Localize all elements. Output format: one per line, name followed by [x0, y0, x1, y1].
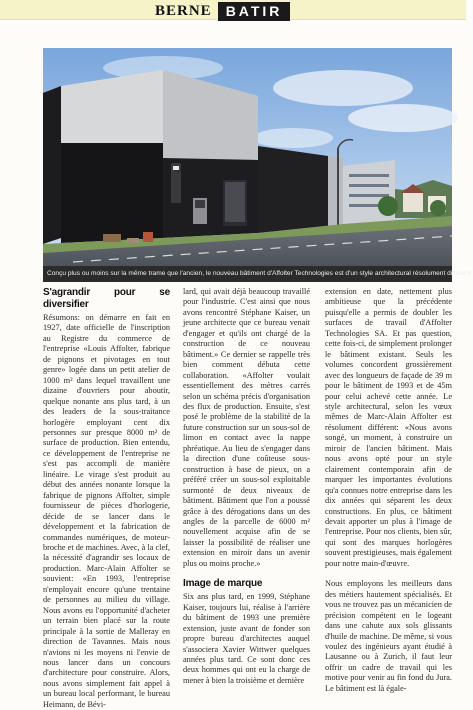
article-paragraph: Six ans plus tard, en 1999, Stéphane Kaiser, toujours lui, réalise à l'arrière du bâtiment de 1993 une première extension, juste avant de fonder son propre bureau d'architectes auquel s'associera Xavier Wittwer quelques années plus tard. Ce sont donc ces deux hommes qui ont eu la charge de mener à bien la troisième et dernière — [183, 592, 310, 685]
article-paragraph: Résumons: on démarre en fait en 1927, date officielle de l'inscription au Registre du commerce de l'entreprise «Louis Affolter, fabrique de pignons et pivotages en tout genre» logée dans un petit atelier de 1000 m² dans lequel travaillent une dizaine d'ouvriers pour aboutir, quelque nonante ans plus tard, à un des leaders de la sous-traitance horlogère employant cent dix personnes sur presque 8000 m² de surface de production. Bien entendu, ce développement de l'entreprise ne s'est pas accompli de manière linéaire. Le virage s'est produit au début des années nonante lorsque la fabrique de pignons Affolter, simple fournisseur de pièces d'horlogerie, décide de se lancer dans le développement et la fabrication de commandes numériques, de moteur-broche et de machines. Avec, à la clef, la nécessité d'agrandir ses locaux de production. Marc-Alain Affolter se souvient: «En 1993, l'entreprise n'employait encore qu'une trentaine de personnes au milieu du village. Nous avons eu l'opportunité d'acheter un terrain bien placé sur la route principale à la sortie de Malleray en direction de Tavannes. Mais nous n'avions ni les moyens ni l'envie de nous lancer dans un concours d'architecture pour construire. Alors, nous avons simplement fait appel à un bureau local performant, le bureau Heimann, de Bévi- — [43, 313, 171, 709]
building-photo — [43, 48, 452, 266]
photo-caption: Conçu plus ou moins sur la même trame que l'ancien, le nouveau bâtiment d'Affolter Technologies est d'un style architectural résolument différent. — [43, 266, 452, 282]
article-paragraph: Nous employons les meilleurs dans des métiers hautement spécialisés. Et vous ne trouvez pas un mécanicien de précision compétent en le logeant dans une cahute aux sols glissants d'huile de machine. De même, si vous voulez des ingénieurs ayant étudié à Lausanne ou à Zurich, il faut leur offrir un cadre de travail qui les motive pour venir au fin fond du Jura. Le bâtiment est là égale- — [325, 579, 452, 693]
article-paragraph: extension en date, nettement plus ambitieuse que la précédente puisqu'elle a permis de doubler les surfaces de travail d'Affolter Technologies SA. Et pas question, cette fois-ci, de simplement prolonger le bâtiment existant. Seuls les volumes concordent grossièrement avec des longueurs de façade de 39 m pour le bâtiment de 1993 et de 45m pour celui achevé cette année. Le style architectural, selon les vœux mêmes de Marc-Alain Affolter est résolument différent: «Nous avons songé, un moment, à construire un miroir de l'ancien bâtiment. Mais nous avons opté pour un style clairement contemporain afin de marquer les importantes évolutions qu'a connues notre entreprise dans les dix années qui séparent les deux constructions. En plus, ce bâtiment devait apporter un plus à l'image de l'entreprise. Pour nos clients, bien sûr, qui sont des marques horlogères souvent prestigieuses, mais également pour notre main-d'œuvre. — [325, 287, 452, 568]
magazine-logo: BATIR — [218, 2, 291, 21]
section-label: BERNE — [155, 2, 212, 19]
article-column-2 — [183, 287, 310, 685]
building-sign-text: Affolter — [175, 169, 185, 173]
building-illustration — [43, 48, 452, 266]
article-column-3 — [325, 287, 452, 693]
article-subheading: Image de marque — [183, 578, 263, 590]
article-heading: S'agrandir pour se diversifier — [43, 287, 170, 310]
article-column-1 — [43, 287, 171, 709]
masthead — [155, 2, 290, 20]
article-paragraph: lard, qui avait déjà beaucoup travaillé pour l'industrie. C'est ainsi que nous avons rencontré Stéphane Kaiser, un jeune architecte que ce bureau venait d'engager et qu'ils ont chargé de la construction de ce nouveau bâtiment.» Ce dernier se rappelle très bien comment débuta cette collaboration. «Affolter voulait essentiellement des mètres carrés selon un schéma précis d'organisation des flux de production. Ensuite, s'est posé le problème de la stabilité de la future construction sur un sous-sol de limon en contact avec la nappe phréatique. Au lieu de s'engager dans la direction d'une coûteuse sous-construction à base de pieux, on a préféré créer un sous-sol exploitable surmonté de deux niveaux de bâtiment. Bâtiment que l'on a poussé grâce à des dérogations dans un des angles de la parcelle de 6000 m² nouvellement acquise afin de se laisser la possibilité de réaliser une extension en miroir dans un avenir plus ou moins proche.» — [183, 287, 310, 568]
article-body — [43, 287, 452, 709]
